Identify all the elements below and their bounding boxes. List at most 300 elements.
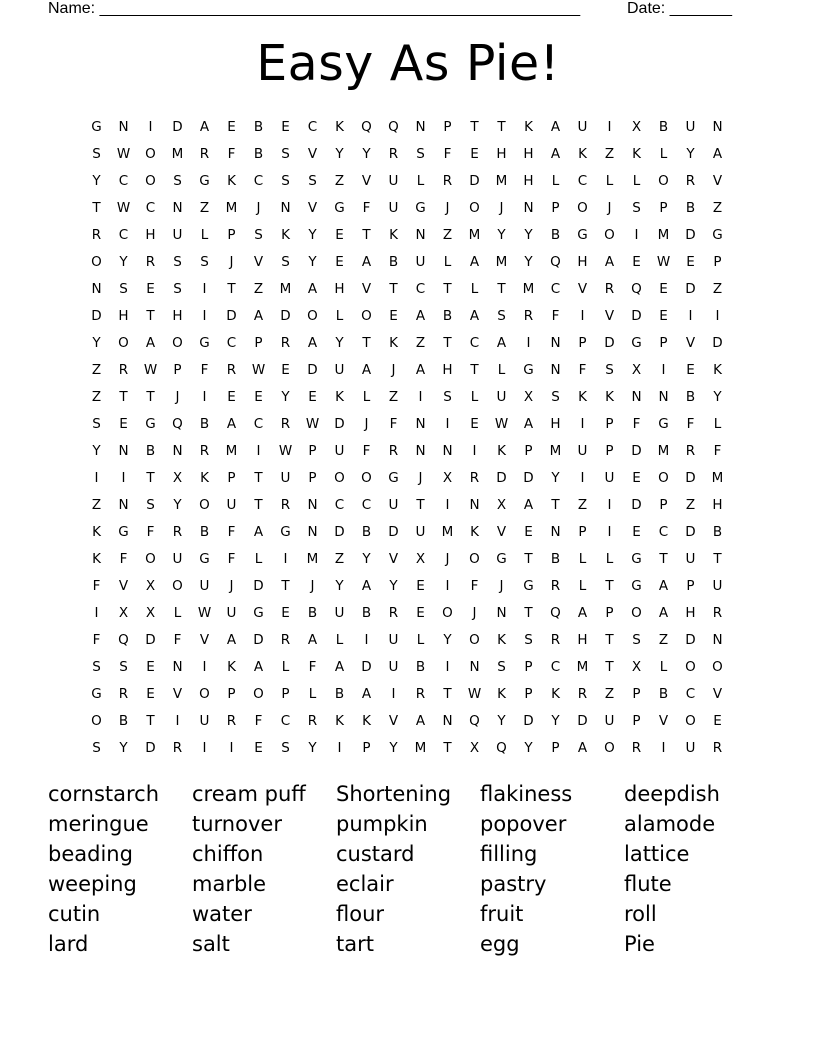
grid-letter: H (118, 307, 129, 324)
grid-letter: O (145, 172, 156, 189)
grid-letter: U (226, 496, 237, 513)
grid-letter: I (418, 388, 423, 405)
grid-letter: V (685, 334, 696, 351)
grid-letter: G (91, 118, 102, 135)
grid-letter: T (254, 469, 263, 486)
grid-letter: C (658, 523, 669, 540)
grid-letter: O (199, 496, 210, 513)
grid-letter: O (172, 334, 183, 351)
grid-letter: K (200, 469, 209, 486)
grid-letter: Y (551, 712, 560, 729)
grid-letter: F (92, 577, 101, 594)
grid-letter: D (226, 307, 237, 324)
grid-letter: K (497, 685, 506, 702)
grid-letter: R (415, 685, 426, 702)
grid-letter: N (442, 712, 453, 729)
grid-letter: U (388, 496, 399, 513)
grid-letter: R (712, 739, 723, 756)
grid-letter: S (551, 388, 560, 405)
grid-letter: R (172, 523, 183, 540)
grid-letter: E (389, 307, 398, 324)
grid-letter: T (443, 739, 452, 756)
word-bank-item: lard (48, 932, 89, 956)
grid-letter: T (146, 307, 155, 324)
grid-letter: N (118, 118, 129, 135)
grid-letter: Y (119, 739, 128, 756)
header (48, 0, 748, 20)
grid-letter: H (712, 496, 723, 513)
grid-letter: W (656, 253, 671, 270)
grid-letter: T (146, 712, 155, 729)
grid-letter: W (116, 199, 131, 216)
word-bank-item: chiffon (192, 842, 264, 866)
grid-letter: N (496, 604, 507, 621)
grid-letter: D (523, 469, 534, 486)
grid-letter: U (172, 226, 183, 243)
grid-letter: Q (388, 118, 399, 135)
grid-letter: T (659, 550, 668, 567)
grid-letter: S (92, 658, 101, 675)
grid-letter: G (145, 415, 156, 432)
grid-letter: E (281, 118, 290, 135)
grid-letter: V (172, 685, 183, 702)
grid-letter: A (712, 145, 723, 162)
grid-letter: C (118, 172, 129, 189)
grid-letter: W (305, 415, 320, 432)
grid-letter: Z (442, 226, 453, 243)
grid-letter: F (227, 550, 236, 567)
grid-letter: L (362, 388, 371, 405)
grid-letter: D (685, 226, 696, 243)
grid-letter: J (445, 199, 450, 216)
grid-letter: R (118, 361, 129, 378)
grid-letter: S (119, 280, 128, 297)
grid-letter: Y (497, 712, 506, 729)
grid-letter: I (580, 469, 585, 486)
grid-letter: A (307, 280, 318, 297)
word-bank (48, 779, 768, 959)
grid-letter: A (253, 658, 264, 675)
grid-letter: W (278, 442, 293, 459)
grid-letter: H (496, 145, 507, 162)
grid-letter: C (118, 226, 129, 243)
grid-letter: O (199, 685, 210, 702)
grid-letter: S (92, 739, 101, 756)
grid-letter: I (661, 361, 666, 378)
grid-letter: M (279, 280, 292, 297)
grid-letter: G (631, 334, 642, 351)
grid-letter: I (472, 442, 477, 459)
word-bank-item: deepdish (624, 782, 720, 806)
grid-letter: Y (389, 739, 398, 756)
grid-letter: F (146, 523, 155, 540)
grid-letter: E (254, 388, 263, 405)
grid-letter: C (226, 334, 237, 351)
grid-letter: B (685, 388, 696, 405)
grid-letter: Y (713, 388, 722, 405)
grid-letter: D (712, 334, 723, 351)
grid-letter: F (443, 145, 452, 162)
grid-letter: S (173, 280, 182, 297)
grid-letter: I (94, 604, 99, 621)
grid-letter: I (229, 739, 234, 756)
grid-letter: O (91, 712, 102, 729)
grid-letter: H (550, 415, 561, 432)
grid-letter: F (254, 712, 263, 729)
grid-letter: Q (172, 415, 183, 432)
grid-letter: Y (362, 145, 371, 162)
grid-letter: Z (712, 199, 723, 216)
grid-letter: I (607, 523, 612, 540)
grid-letter: O (604, 739, 615, 756)
grid-letter: W (467, 685, 482, 702)
grid-letter: A (658, 577, 669, 594)
grid-letter: F (308, 658, 317, 675)
grid-letter: B (118, 712, 129, 729)
grid-letter: J (310, 577, 315, 594)
grid-letter: A (226, 631, 237, 648)
grid-letter: A (253, 523, 264, 540)
grid-letter: H (523, 145, 534, 162)
grid-letter: C (361, 496, 372, 513)
grid-letter: G (577, 226, 588, 243)
grid-letter: N (550, 523, 561, 540)
grid-letter: R (712, 604, 723, 621)
grid-letter: X (118, 604, 129, 621)
grid-letter: D (577, 712, 588, 729)
grid-letter: S (281, 145, 290, 162)
grid-letter: C (577, 172, 588, 189)
grid-letter: U (334, 604, 345, 621)
grid-letter: M (711, 469, 724, 486)
grid-letter: G (523, 577, 534, 594)
grid-letter: X (145, 577, 156, 594)
grid-letter: N (712, 631, 723, 648)
grid-letter: U (685, 739, 696, 756)
grid-letter: Z (604, 685, 615, 702)
grid-letter: N (712, 118, 723, 135)
grid-letter: F (713, 442, 722, 459)
grid-letter: J (364, 415, 369, 432)
grid-letter: A (334, 658, 345, 675)
grid-letter: E (335, 226, 344, 243)
grid-letter: G (658, 415, 669, 432)
grid-letter: E (146, 280, 155, 297)
grid-letter: U (415, 523, 426, 540)
grid-letter: D (307, 361, 318, 378)
grid-letter: Y (524, 739, 533, 756)
grid-letter: E (659, 307, 668, 324)
grid-letter: P (713, 253, 722, 270)
grid-letter: S (281, 172, 290, 189)
grid-letter: B (361, 604, 372, 621)
grid-letter: P (524, 685, 533, 702)
grid-letter: C (253, 172, 264, 189)
grid-letter: R (604, 280, 615, 297)
grid-letter: I (337, 739, 342, 756)
grid-letter: C (685, 685, 696, 702)
grid-letter: O (469, 199, 480, 216)
grid-letter: H (145, 226, 156, 243)
grid-letter: P (254, 334, 263, 351)
grid-letter: I (580, 415, 585, 432)
grid-letter: F (551, 307, 560, 324)
word-bank-item: cornstarch (48, 782, 160, 806)
grid-letter: U (685, 550, 696, 567)
grid-letter: W (116, 145, 131, 162)
grid-letter: D (145, 631, 156, 648)
grid-letter: B (307, 604, 318, 621)
grid-letter: R (91, 226, 102, 243)
grid-letter: L (659, 145, 668, 162)
grid-letter: G (631, 550, 642, 567)
grid-letter: C (307, 118, 318, 135)
grid-letter: V (577, 280, 588, 297)
grid-letter: U (415, 253, 426, 270)
grid-letter: B (199, 415, 210, 432)
grid-letter: K (335, 388, 344, 405)
grid-letter: E (281, 361, 290, 378)
grid-letter: C (415, 280, 426, 297)
grid-letter: F (470, 577, 479, 594)
grid-letter: F (200, 361, 209, 378)
grid-letter: Q (469, 712, 480, 729)
grid-letter: K (389, 226, 398, 243)
grid-letter: K (389, 334, 398, 351)
word-bank-item: beading (48, 842, 133, 866)
grid-letter: U (577, 118, 588, 135)
grid-letter: S (308, 172, 317, 189)
grid-letter: U (334, 361, 345, 378)
grid-letter: S (173, 253, 182, 270)
grid-letter: Y (497, 226, 506, 243)
grid-letter: I (688, 307, 693, 324)
grid-letter: T (389, 280, 398, 297)
word-bank-item: lattice (624, 842, 690, 866)
grid-letter: E (686, 253, 695, 270)
grid-letter: U (604, 469, 615, 486)
grid-letter: A (226, 415, 237, 432)
grid-letter: H (442, 361, 453, 378)
grid-letter: T (146, 469, 155, 486)
grid-letter: S (443, 388, 452, 405)
word-bank-item: cutin (48, 902, 101, 926)
grid-letter: Q (361, 118, 372, 135)
grid-letter: A (658, 604, 669, 621)
grid-letter: Z (253, 280, 264, 297)
grid-letter: K (497, 631, 506, 648)
word-bank-item: flakiness (480, 782, 573, 806)
grid-letter: X (415, 550, 426, 567)
grid-letter: Z (658, 631, 669, 648)
grid-letter: B (253, 145, 264, 162)
grid-letter: U (226, 604, 237, 621)
grid-letter: I (391, 685, 396, 702)
grid-letter: M (657, 442, 670, 459)
grid-letter: L (605, 550, 614, 567)
grid-letter: L (281, 658, 290, 675)
grid-letter: D (388, 523, 399, 540)
grid-letter: L (659, 658, 668, 675)
grid-letter: E (632, 469, 641, 486)
grid-letter: F (227, 145, 236, 162)
grid-letter: A (496, 334, 507, 351)
grid-letter: D (685, 280, 696, 297)
grid-letter: P (227, 685, 236, 702)
grid-letter: N (469, 658, 480, 675)
grid-letter: S (281, 253, 290, 270)
grid-letter: I (121, 469, 126, 486)
grid-letter: V (496, 523, 507, 540)
grid-letter: A (415, 712, 426, 729)
grid-letter: N (415, 415, 426, 432)
grid-letter: V (712, 172, 723, 189)
grid-letter: S (497, 658, 506, 675)
grid-letter: V (388, 550, 399, 567)
grid-letter: E (146, 685, 155, 702)
grid-letter: J (607, 199, 612, 216)
grid-letter: A (361, 253, 372, 270)
grid-letter: R (280, 631, 291, 648)
grid-letter: A (577, 739, 588, 756)
word-bank-item: pastry (480, 872, 547, 896)
grid-letter: M (441, 523, 454, 540)
grid-letter: Y (335, 334, 344, 351)
grid-letter: K (227, 658, 236, 675)
grid-letter: N (415, 118, 426, 135)
grid-letter: E (686, 361, 695, 378)
grid-letter: N (523, 199, 534, 216)
grid-letter: U (199, 712, 210, 729)
grid-letter: X (631, 658, 642, 675)
grid-letter: E (335, 253, 344, 270)
grid-letter: C (253, 415, 264, 432)
grid-letter: A (469, 307, 480, 324)
grid-letter: J (418, 469, 423, 486)
grid-letter: C (280, 712, 291, 729)
grid-letter: C (334, 496, 345, 513)
grid-letter: F (119, 550, 128, 567)
grid-letter: E (227, 388, 236, 405)
grid-letter: A (307, 334, 318, 351)
grid-letter: O (631, 604, 642, 621)
grid-letter: Q (118, 631, 129, 648)
grid-letter: I (715, 307, 720, 324)
grid-letter: Y (686, 145, 695, 162)
grid-letter: D (685, 469, 696, 486)
grid-letter: M (549, 442, 562, 459)
grid-letter: K (524, 118, 533, 135)
grid-letter: T (605, 577, 614, 594)
grid-letter: I (256, 442, 261, 459)
grid-letter: S (92, 415, 101, 432)
grid-letter: T (146, 388, 155, 405)
grid-letter: Y (92, 172, 101, 189)
grid-letter: V (361, 172, 372, 189)
grid-letter: S (200, 253, 209, 270)
grid-letter: V (712, 685, 723, 702)
grid-letter: M (306, 550, 319, 567)
grid-letter: X (496, 496, 507, 513)
grid-letter: F (686, 415, 695, 432)
grid-letter: O (361, 307, 372, 324)
grid-letter: P (281, 685, 290, 702)
grid-letter: J (499, 199, 504, 216)
grid-letter: Z (577, 496, 588, 513)
grid-letter: B (145, 442, 156, 459)
grid-letter: A (469, 253, 480, 270)
word-bank-item: meringue (48, 812, 149, 836)
grid-letter: J (472, 604, 477, 621)
grid-letter: K (578, 388, 587, 405)
grid-letter: N (550, 334, 561, 351)
grid-letter: Z (415, 334, 426, 351)
grid-letter: D (253, 577, 264, 594)
grid-letter: L (578, 577, 587, 594)
word-bank-item: fruit (480, 902, 524, 926)
grid-letter: P (308, 442, 317, 459)
grid-letter: O (91, 253, 102, 270)
grid-letter: O (658, 469, 669, 486)
grid-letter: S (416, 145, 425, 162)
grid-letter: S (632, 631, 641, 648)
grid-letter: K (92, 523, 101, 540)
grid-letter: R (118, 685, 129, 702)
grid-letter: S (173, 172, 182, 189)
word-bank-item: salt (192, 932, 230, 956)
grid-letter: V (118, 577, 129, 594)
grid-letter: U (685, 118, 696, 135)
grid-letter: Y (443, 631, 452, 648)
grid-letter: P (227, 469, 236, 486)
grid-letter: G (334, 199, 345, 216)
grid-letter: E (227, 118, 236, 135)
word-bank-item: water (192, 902, 252, 926)
word-bank-item: Pie (624, 932, 655, 956)
grid-letter: P (524, 442, 533, 459)
grid-letter: Z (91, 388, 102, 405)
grid-letter: F (227, 523, 236, 540)
grid-letter: I (580, 307, 585, 324)
grid-letter: V (307, 145, 318, 162)
grid-letter: X (631, 361, 642, 378)
grid-letter: H (577, 253, 588, 270)
grid-letter: K (92, 550, 101, 567)
grid-letter: S (146, 496, 155, 513)
grid-letter: P (227, 226, 236, 243)
grid-letter: A (523, 415, 534, 432)
grid-letter: K (713, 361, 722, 378)
grid-letter: B (550, 550, 561, 567)
grid-letter: W (251, 361, 266, 378)
grid-letter: N (280, 199, 291, 216)
grid-letter: T (416, 496, 425, 513)
grid-letter: S (524, 631, 533, 648)
grid-letter: N (550, 361, 561, 378)
grid-letter: P (632, 712, 641, 729)
puzzle-title: Easy As Pie! (256, 35, 560, 92)
grid-letter: U (388, 172, 399, 189)
grid-letter: N (172, 658, 183, 675)
grid-letter: R (388, 604, 399, 621)
grid-letter: K (497, 442, 506, 459)
grid-letter: D (685, 523, 696, 540)
grid-letter: P (578, 334, 587, 351)
grid-letter: V (604, 307, 615, 324)
grid-letter: R (523, 307, 534, 324)
grid-letter: V (361, 280, 372, 297)
word-bank-item: tart (336, 932, 374, 956)
